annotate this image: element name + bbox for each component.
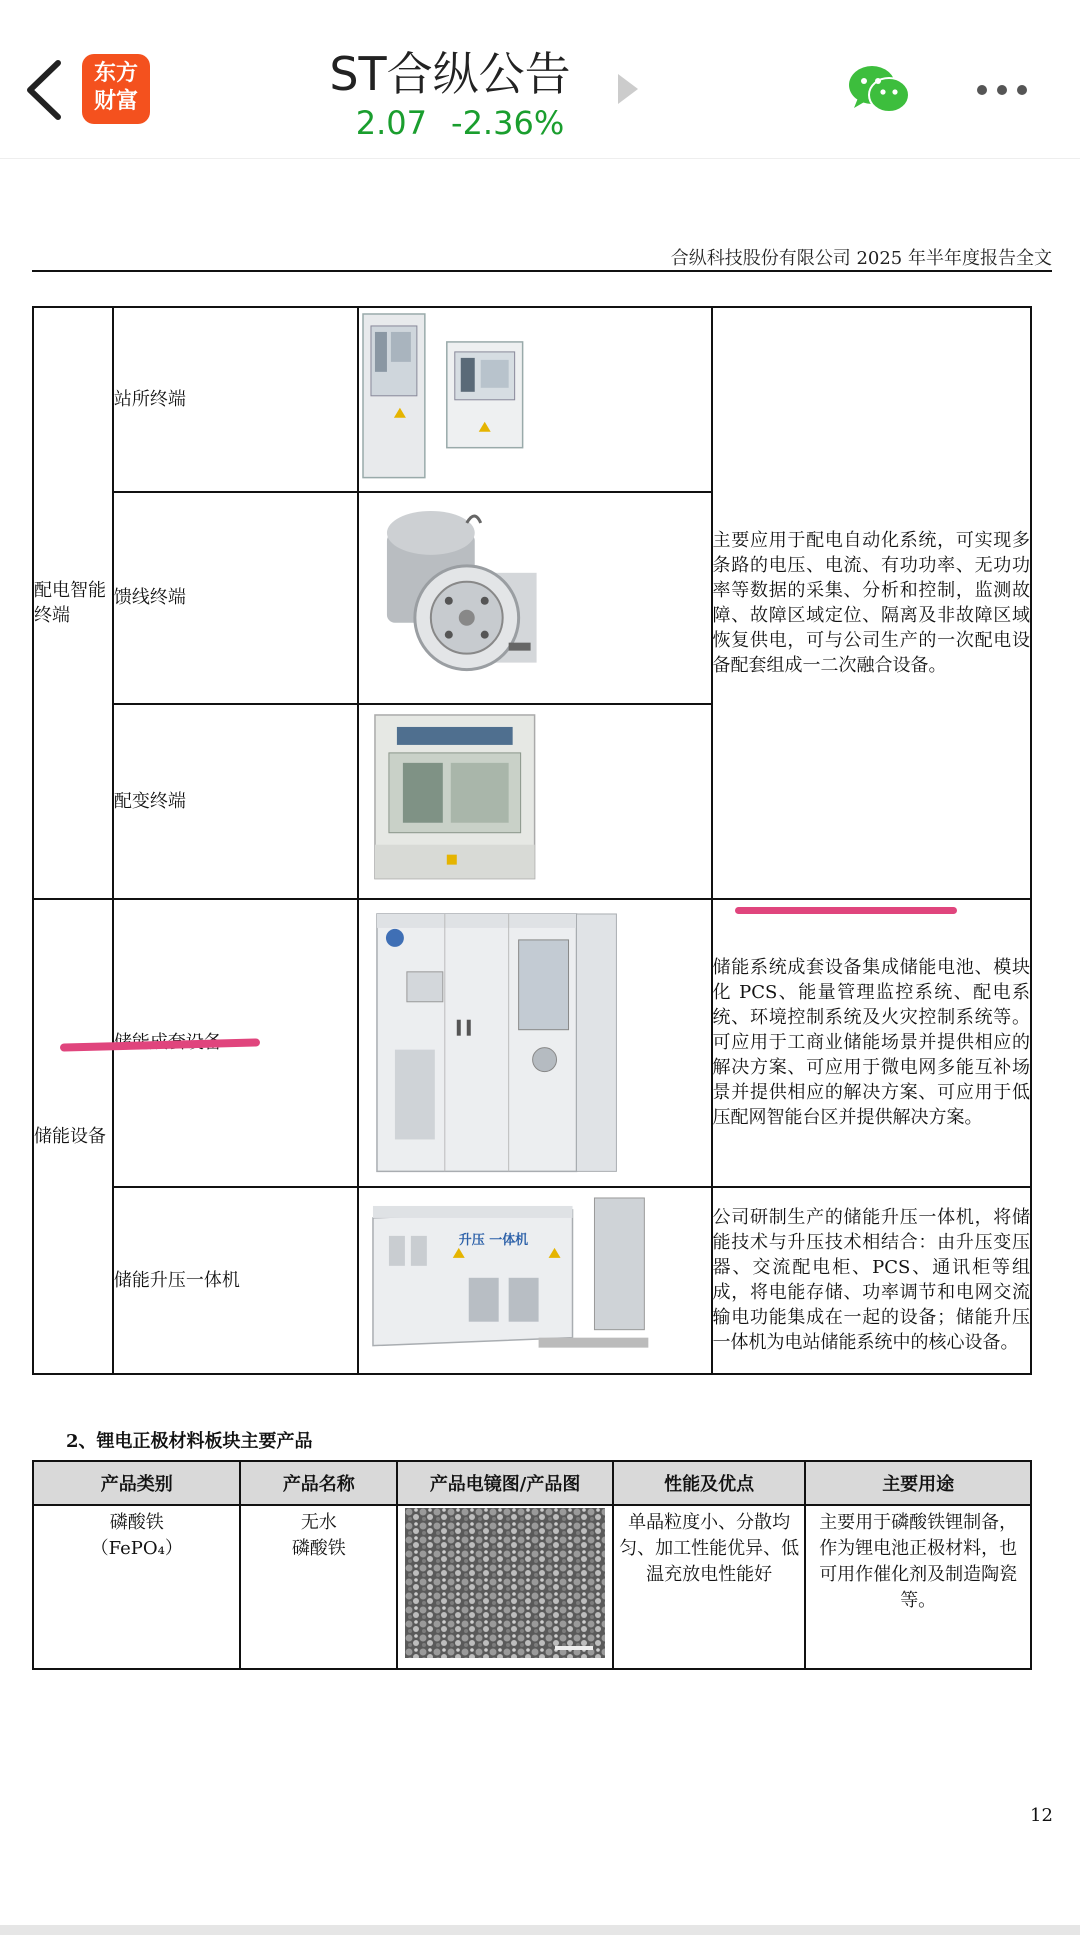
stock-quote — [340, 104, 580, 142]
chevron-left-icon[interactable] — [20, 55, 70, 125]
item-cell: 馈线终端 — [113, 492, 358, 705]
performance-cell: 单晶粒度小、分散均匀、加工性能优异、低温充放电性能好 — [613, 1505, 805, 1669]
column-header: 产品电镜图/产品图 — [397, 1461, 613, 1505]
product-image-cell — [358, 492, 711, 705]
usage-cell: 主要用于磷酸铁锂制备，作为锂电池正极材料，也可用作催化剂及制造陶瓷等。 — [805, 1505, 1031, 1669]
sem-image-cell — [397, 1505, 613, 1669]
column-header: 产品类别 — [33, 1461, 240, 1505]
station-terminal-image — [359, 308, 710, 484]
description-cell: 公司研制生产的储能升压一体机，将储能技术与升压技术相结合：由升压变压器、交流配电柜、PCS、通讯柜等组成，将电能存储、功率调节和电网交流输电功能集成在一起的设备；储能升压一体机为电站储能系统中的核心设备。 — [712, 1187, 1031, 1374]
column-header: 主要用途 — [805, 1461, 1031, 1505]
table-row — [33, 1505, 1031, 1669]
item-cell: 储能升压一体机 — [113, 1187, 358, 1374]
feeder-terminal-image — [359, 493, 710, 697]
play-triangle-icon[interactable] — [618, 74, 638, 104]
page-number: 12 — [1030, 1805, 1053, 1826]
product-image-cell — [358, 704, 711, 899]
product-image-cell — [358, 307, 711, 492]
product-image-cell — [358, 899, 711, 1187]
description-cell: 储能系统成套设备集成储能电池、模块化 PCS、能量管理监控系统、配电系统、环境控制系统及火灾控制系统等。可应用于工商业储能场景并提供相应的解决方案、可应用于微电网多能互补场景并提供相应的解决方案、可应用于低压配网智能台区并提供解决方案。 — [712, 899, 1031, 1187]
product-image-cell — [358, 1187, 711, 1374]
doc-header: 合纵科技股份有限公司 2025 年半年度报告全文 — [670, 248, 1052, 269]
description-cell: 主要应用于配电自动化系统，可实现多条路的电压、电流、有功功率、无功功率等数据的采集、分析和控制，监测故障、故障区域定位、隔离及非故障区域恢复供电，可与公司生产的一次配电设备配套组成一二次融合设备。 — [712, 307, 1031, 899]
product-table-2 — [32, 1460, 1032, 1670]
section-title: 2、锂电正极材料板块主要产品 — [66, 1431, 313, 1452]
transformer-terminal-image — [359, 705, 710, 891]
more-dots-icon[interactable] — [972, 82, 1036, 98]
stock-change: -2.36% — [451, 104, 565, 142]
category-cell: 储能设备 — [33, 899, 113, 1374]
item-cell: 配变终端 — [113, 704, 358, 899]
column-header: 产品名称 — [240, 1461, 397, 1505]
eastmoney-logo[interactable]: 东方 财富 — [82, 54, 150, 124]
wechat-icon[interactable] — [848, 64, 910, 116]
sem-micrograph-image — [405, 1508, 605, 1658]
header-rule — [32, 270, 1052, 272]
highlight-mark — [735, 907, 957, 914]
category-cell: 配电智能终端 — [33, 307, 113, 899]
storage-boost-unit-image — [359, 1188, 710, 1366]
column-header: 性能及优点 — [613, 1461, 805, 1505]
name-cell: 无水 磷酸铁 — [240, 1505, 397, 1669]
energy-storage-cabinet-image — [359, 900, 710, 1179]
stock-title: ST合纵公告 — [329, 47, 571, 101]
top-nav-bar — [0, 0, 1080, 159]
product-table-1 — [32, 306, 1032, 1375]
stock-price: 2.07 — [355, 104, 428, 142]
item-cell: 站所终端 — [113, 307, 358, 492]
image-label: 升压 一体机 — [459, 1232, 529, 1248]
bottom-bar — [0, 1925, 1080, 1935]
category-cell: 磷酸铁 （FePO₄） — [33, 1505, 240, 1669]
